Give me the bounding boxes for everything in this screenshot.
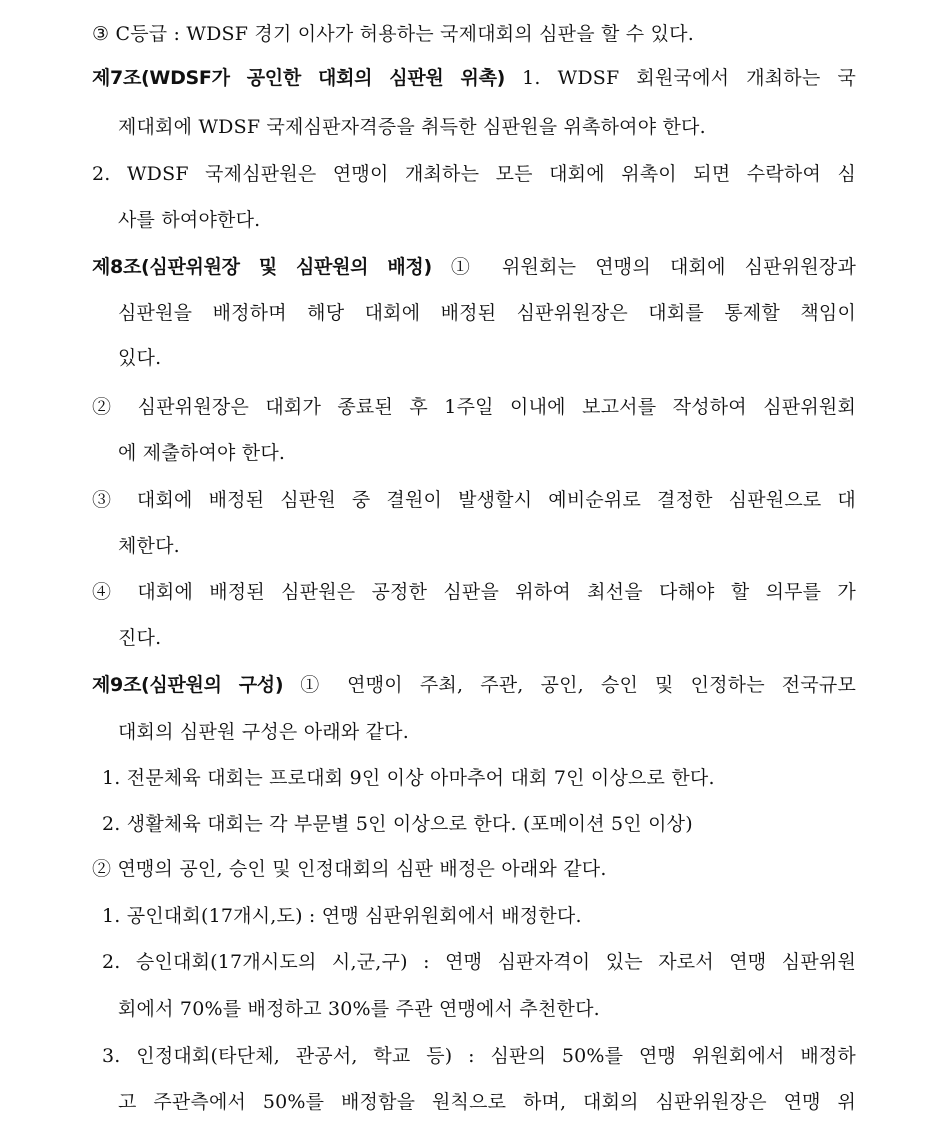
article-9-item-2-intro: ② 연맹의 공인, 승인 및 인정대회의 심판 배정은 아래와 같다. bbox=[92, 858, 607, 880]
article-9-item-2-2-line-1: 2. 승인대회(17개시도의 시,군,구) : 연맹 심판자격이 있는 자로서 연맹 심판위원 bbox=[102, 951, 856, 973]
article-8-line-2: 심판원을 배정하며 해당 대회에 배정된 심판위원장은 대회를 통제할 책임이 bbox=[118, 302, 856, 324]
article-8-line-1 bbox=[92, 255, 856, 279]
article-9-line-1 bbox=[92, 673, 856, 697]
article-9-item-1-2: 2. 생활체육 대회는 각 부문별 5인 이상으로 한다. (포메이션 5인 이상) bbox=[102, 813, 693, 835]
article-8-item-2-line-2: 에 제출하여야 한다. bbox=[118, 442, 286, 464]
article-7-heading: 제7조(WDSF가 공인한 대회의 심판원 위촉) bbox=[92, 67, 506, 89]
article-9-line-2: 대회의 심판원 구성은 아래와 같다. bbox=[118, 721, 409, 743]
article-8-heading: 제8조(심판위원장 및 심판원의 배정) bbox=[92, 256, 432, 278]
grade-c-line: ③ C등급 : WDSF 경기 이사가 허용하는 국제대회의 심판을 할 수 있다. bbox=[92, 23, 694, 45]
article-8-item-3-line-1: ③ 대회에 배정된 심판원 중 결원이 발생할시 예비순위로 결정한 심판원으로 대 bbox=[92, 489, 856, 511]
article-9-text: ① 연맹이 주최, 주관, 공인, 승인 및 인정하는 전국규모 bbox=[283, 674, 857, 696]
article-8-item-2-line-1: ② 심판위원장은 대회가 종료된 후 1주일 이내에 보고서를 작성하여 심판위원회 bbox=[92, 396, 856, 418]
article-9-item-2-3-line-2: 고 주관측에서 50%를 배정함을 원칙으로 하며, 대회의 심판위원장은 연맹 위 bbox=[118, 1091, 856, 1113]
article-9-heading: 제9조(심판원의 구성) bbox=[92, 674, 284, 696]
article-8-line-3: 있다. bbox=[118, 347, 162, 369]
article-8-item-4-line-1: ④ 대회에 배정된 심판원은 공정한 심판을 위하여 최선을 다해야 할 의무를 가 bbox=[92, 581, 856, 603]
article-7-item-2-line-2: 사를 하여야한다. bbox=[118, 209, 261, 231]
article-8-item-3-line-2: 체한다. bbox=[118, 535, 180, 557]
article-7-line-1 bbox=[92, 66, 856, 90]
article-9-item-2-1: 1. 공인대회(17개시,도) : 연맹 심판위원회에서 배정한다. bbox=[102, 905, 582, 927]
article-9-item-2-2-line-2: 회에서 70%를 배정하고 30%를 주관 연맹에서 추천한다. bbox=[118, 998, 600, 1020]
article-8-item-4-line-2: 진다. bbox=[118, 627, 162, 649]
article-7-text: 1. WDSF 회원국에서 개최하는 국 bbox=[505, 67, 856, 89]
article-9-item-2-3-line-1: 3. 인정대회(타단체, 관공서, 학교 등) : 심판의 50%를 연맹 위원회에서 배정하 bbox=[102, 1045, 856, 1067]
article-8-text: ① 위원회는 연맹의 대회에 심판위원장과 bbox=[431, 256, 857, 278]
article-7-item-2-line-1: 2. WDSF 국제심판원은 연맹이 개최하는 모든 대회에 위촉이 되면 수락하여 심 bbox=[92, 163, 856, 185]
article-9-item-1-1: 1. 전문체육 대회는 프로대회 9인 이상 아마추어 대회 7인 이상으로 한다. bbox=[102, 767, 715, 789]
article-7-line-2: 제대회에 WDSF 국제심판자격증을 취득한 심판원을 위촉하여야 한다. bbox=[118, 116, 706, 138]
